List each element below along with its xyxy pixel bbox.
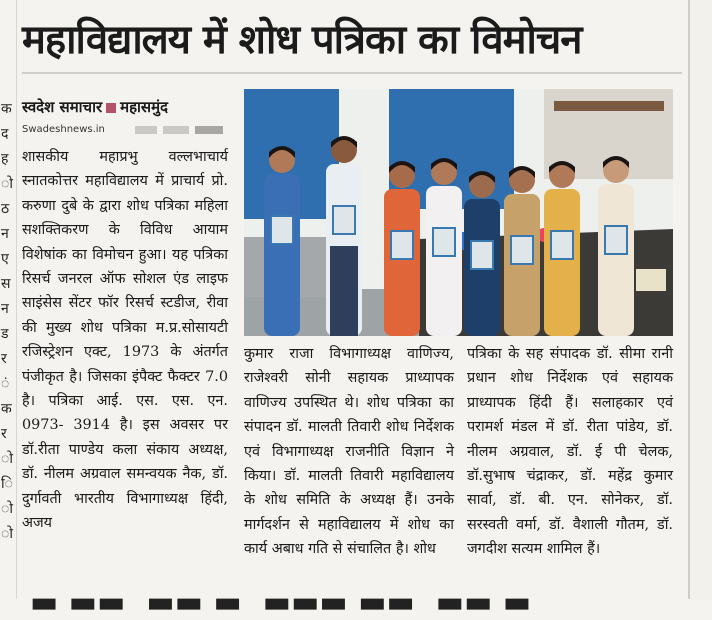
byline-source: स्वदेश समाचार [22,98,103,116]
journal-cover [271,216,293,244]
article-column-1 [22,145,228,536]
article-text: पत्रिका के सह संपादक डॉ. सीमा रानी प्रधान शोध निर्देशक एवं सहायक प्राध्यापक हिंदी हैं। सलाहकार एवं परामर्श मंडल में डॉ. रीता पांडेय, डॉ. नीलम अग्रवाल, डॉ. ई पी चेलक, डॉ.सुभाष चंद्राकर, डॉ. महेंद्र कुमार सार्वा, डॉ. बी. एन. सोनेकर, डॉ. सरस्वती वर्मा, डॉ. वैशाली गौतम, डॉ. जगदीश सत्यम शामिल हैं। [467,346,673,558]
journal-cover [471,241,493,269]
clipped-fragment: ो [1,176,13,192]
page-edge [688,0,712,599]
journal-cover [605,226,627,254]
byline [22,96,232,118]
person-body [598,184,634,336]
clipped-fragment: र [1,426,7,442]
clipped-fragment: ड [1,326,9,342]
clipped-fragment: ह [1,151,9,167]
clipped-fragment: ो [1,451,13,467]
clipped-fragment: न [1,226,9,242]
clipped-fragment: ो [1,501,13,517]
clipped-fragment: ो [1,526,13,542]
clipped-fragment: क [1,101,12,117]
clipped-fragment: क [1,401,12,417]
clipped-fragment: न [1,301,9,317]
journal-cover [551,231,573,259]
article-text: कुमार राजा विभागाध्यक्ष वाणिज्य, राजेश्वरी सोनी सहायक प्राध्यापक वाणिज्य उपस्थित थे। शोध पत्रिका का संपादन डॉ. मालती तिवारी शोध निर्देशक एवं विभागाध्यक्ष राजनीति विज्ञान ने किया। डॉ. मालती तिवारी महाविद्यालय के शोध समिति के अध्यक्ष हैं। उनके मार्गदर्शन से महाविद्यालय में शोध का कार्य अबाध गति से संचालित है। शोध [244,346,454,558]
person-trousers [330,246,358,336]
person-body [264,174,300,336]
journal-cover [511,236,533,264]
journal-cover [433,228,455,256]
photo-desk-cup [636,269,666,291]
article-column-3 [467,342,673,562]
clipped-fragment: ए [1,251,9,267]
article-text: शासकीय महाप्रभु वल्लभाचार्य स्नातकोत्तर महाविद्यालय में प्राचार्य प्रो. करुणा दुबे के द्वारा शोध पत्रिका महिला सशक्तिकरण के विविध आयाम विशेषांक का विमोचन हुआ। यह पत्रिका रिसर्च जनरल ऑफ सोशल एंड लाइफ साइंसेस सेंटर फॉर रिसर्च स्टडीज, रीवा की मुख्य शोध पत्रिका म.प्र.सोसायटी रजिस्ट्रेशन एक्ट, 1973 के अंतर्गत पंजीकृत है। जिसका इंपैक्ट फैक्टर 7.0 है। पत्रिका आई. एस. एस. एन. 0973- 3914 है। इस अवसर पर डॉ.रीता पाण्डेय कला संकाय अध्यक्ष, डॉ. नीलम अग्रवाल समन्वयक नैक, डॉ. दुर्गावती भारतीय विभागाध्यक्ष हिंदी, अजय [22,149,228,532]
clipped-fragment: ं [1,376,10,392]
social-bar-icon [163,126,189,134]
clipped-fragment: ि [1,476,13,492]
event-photo [244,89,673,336]
social-bar-icon [135,126,157,134]
photo-illustration [244,89,673,336]
journal-cover [333,206,355,234]
photo-shelf-plank [554,101,664,111]
headline-rule [22,72,682,74]
headline: महाविद्यालय में शोध पत्रिका का विमोचन [22,17,582,63]
person-body [384,189,420,336]
article-column-2 [244,342,454,562]
byline-place: महासमुंद [120,98,169,116]
social-bar-icon [195,126,223,134]
next-article-headline-cut: ▬ ▬▬ ▬▬ ▬ ▬▬▬ ▬▬ ▬▬ ▬ [30,585,532,620]
byline-separator-square [106,103,116,113]
journal-cover [391,231,413,259]
clipped-fragment: द [1,126,9,142]
clipped-fragment: स [1,276,11,292]
person-body [426,186,462,336]
website-link[interactable]: Swadeshnews.in [22,124,105,135]
clipped-fragment: र [1,351,7,367]
adjacent-article-clipping [0,0,17,599]
clipped-fragment: ठ [1,201,10,217]
person-body [544,189,580,336]
